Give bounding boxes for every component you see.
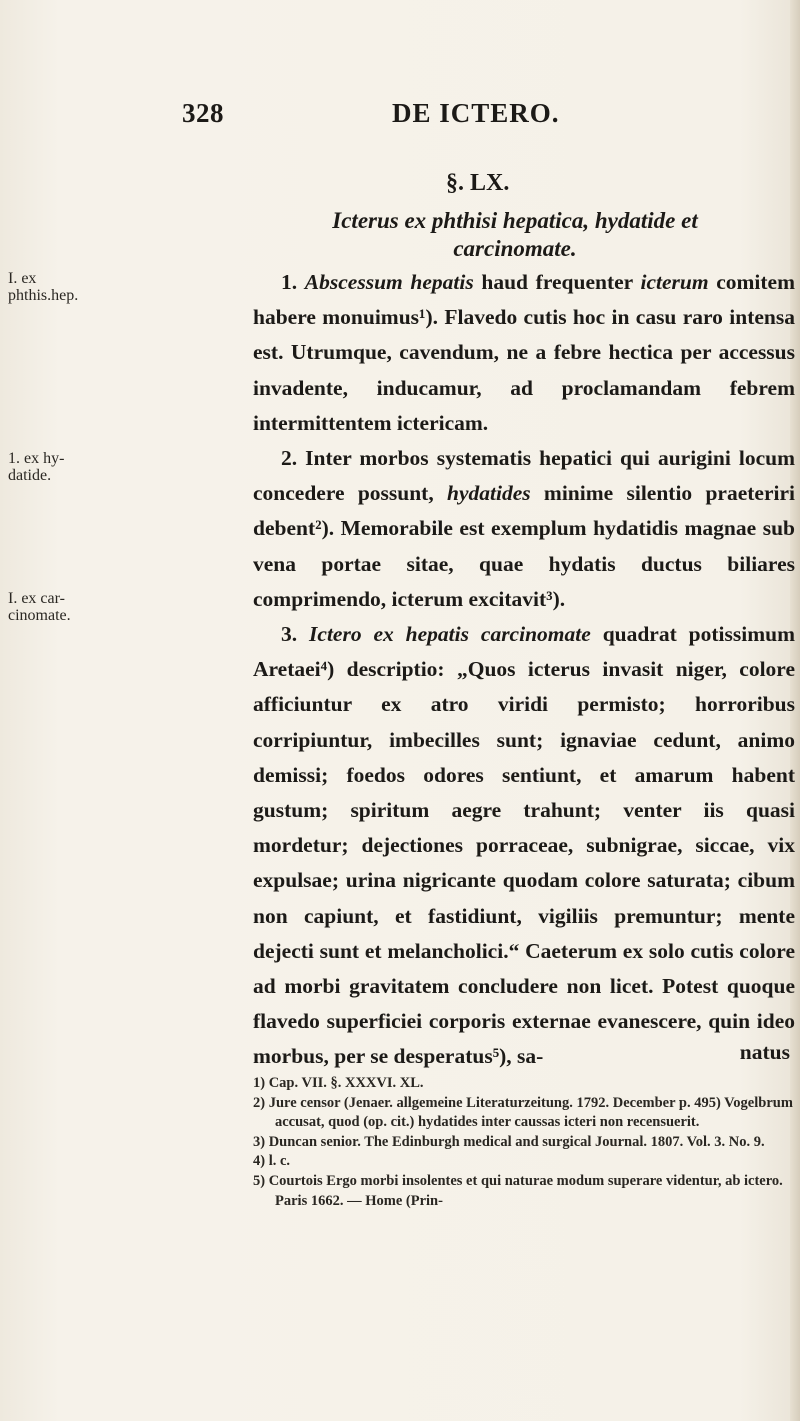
paragraph-3: 3. Ictero ex hepatis carcinomate quadrat potissimum Aretaei⁴) descriptio: „Quos icterus invasit niger, colore afficiuntur ex atro viridi permisto; horroribus corripiuntur, imbecilles sunt; ignaviae cedunt, animo demissi; foedos odores sentiunt, et amarum habent gustum; spiritum aegre trahunt; venter iis quasi mordetur; dejectiones porraceae, subnigrae, siccae, vix expulsae; urina nigricante quodam colore saturata; cibum non capiunt, et fastidiunt, vigiliis premuntur; mente dejecti sunt et melancholici.“ Caeterum ex solo cutis colore ad morbi gravitatem concludere non licet. Potest quoque flavedo superficiei corporis externae evanescere, quin ideo morbus, per se desperatus⁵), sa- (253, 622, 795, 1069)
footnote: 2) Jure censor (Jenaer. allgemeine Literaturzeitung. 1792. December p. 495) Vogelbrum accusat, quod (op. cit.) hydatides inter caussas icteri non recensuerit. (253, 1094, 793, 1131)
footnote: 4) l. c. (253, 1153, 291, 1170)
section-number: §. LX. (446, 170, 510, 196)
margin-note-hydatide: 1. ex hy- datide. (8, 450, 65, 484)
margin-note-carcinomate: I. ex car- cinomate. (8, 590, 71, 624)
footnotes (253, 1074, 795, 1211)
paragraph-1: 1. Abscessum hepatis haud frequenter icterum comitem habere monuimus¹). Flavedo cutis hoc in casu raro intensa est. Utrumque, cavendum, ne a febre hectica per accessus invadente, inducamur, ad proclamandam febrem intermittentem ictericam. (253, 270, 796, 435)
running-head: DE ICTERO. (392, 98, 560, 128)
section-title-line: Icterus ex phthisi hepatica, hydatide et (332, 208, 698, 233)
paragraph-2: 2. Inter morbos systematis hepatici qui aurigini locum concedere possunt, hydatides minime silentio praeteriri debent²). Memorabile est exemplum hydatidis magnae sub vena portae sitae, quae hydatis ductus biliares comprimendo, icterum excitavit³). (253, 446, 795, 611)
body-text (253, 265, 795, 1075)
section-title (255, 207, 775, 263)
page-header (0, 98, 800, 138)
section-title-line: carcinomate. (453, 236, 577, 261)
footnote: 5) Courtois Ergo morbi insolentes et qui naturae modum superare videntur, ab ictero. Paris 1662. — Home (Prin- (253, 1172, 783, 1209)
footnote: 3) Duncan senior. The Edinburgh medical and surgical Journal. 1807. Vol. 3. No. 9. (253, 1133, 765, 1150)
page-number: 328 (182, 98, 224, 128)
margin-note-phthisis: I. ex phthis.hep. (8, 270, 79, 304)
footnote: 1) Cap. VII. §. XXXVI. XL. (253, 1075, 424, 1091)
catchword: natus (739, 1040, 790, 1064)
